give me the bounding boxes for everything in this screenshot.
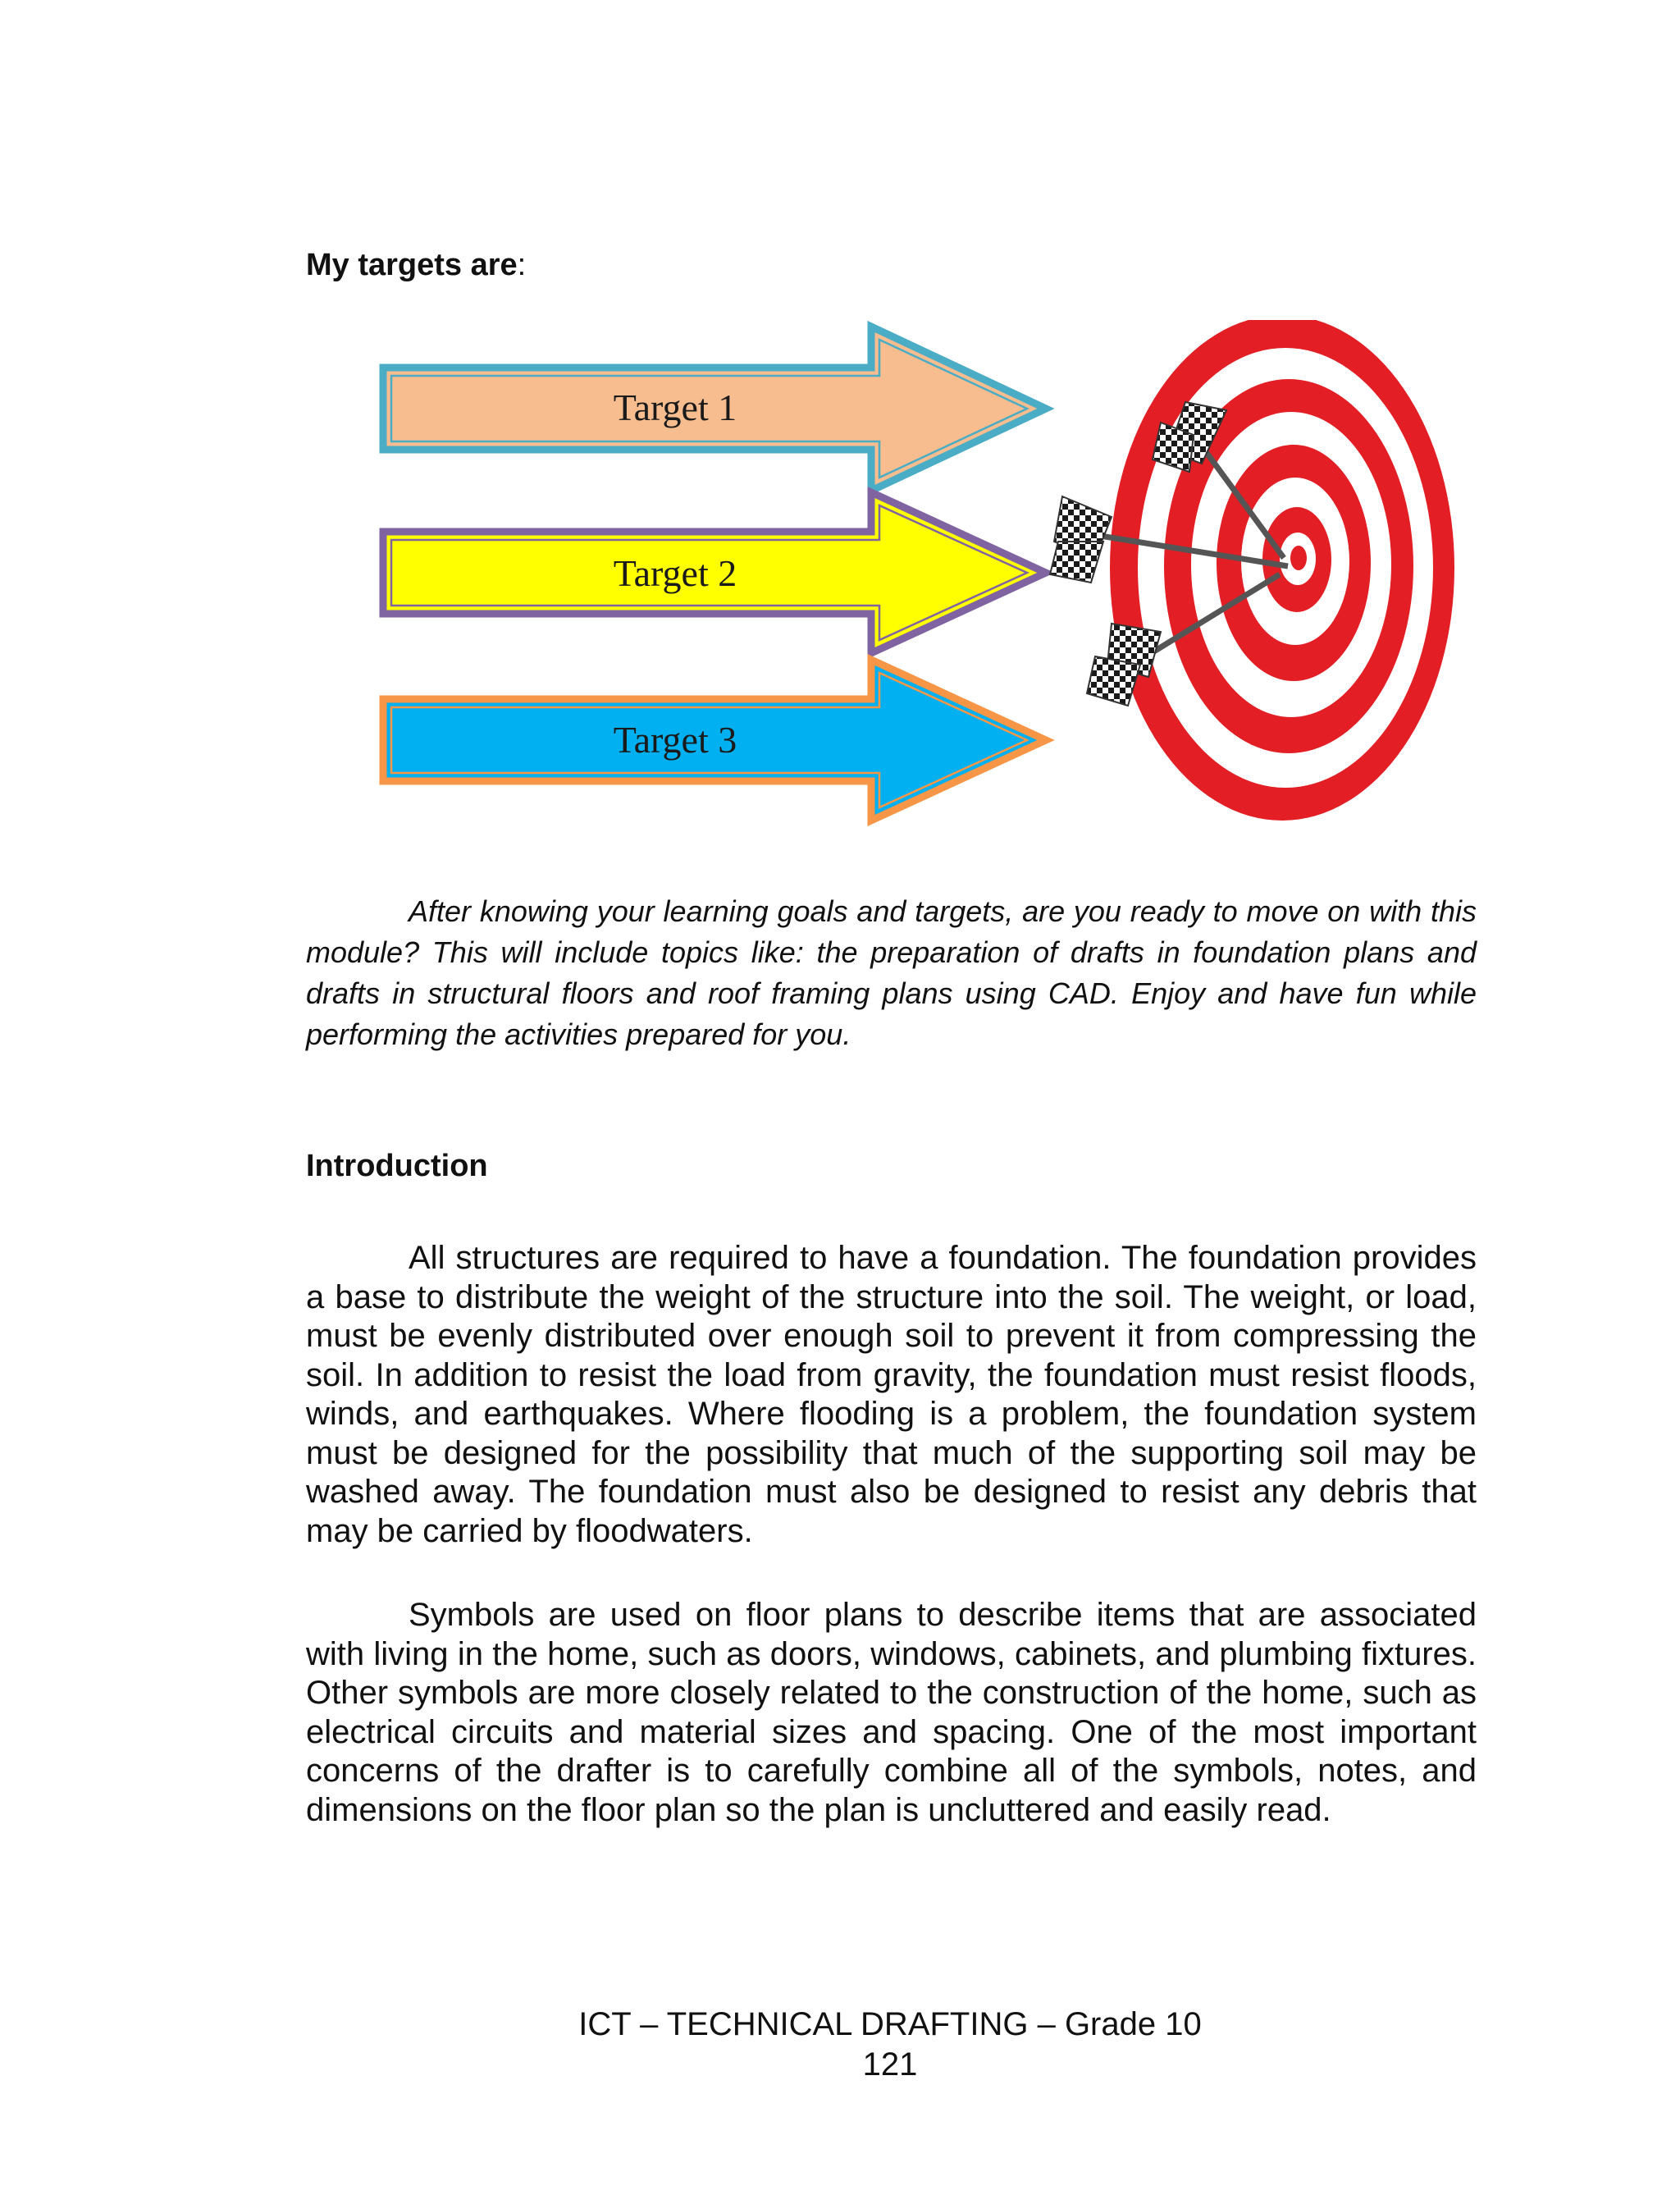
target-arrow-1 — [383, 327, 1046, 491]
targets-heading-text: My targets are — [306, 248, 518, 282]
target-2-label: Target 2 — [613, 552, 737, 594]
targets-heading — [306, 248, 526, 283]
goals-paragraph — [306, 891, 1477, 1055]
target-1-label: Target 1 — [613, 386, 737, 428]
goals-paragraph-text: After knowing your learning goals and targets, are you ready to move on with this module? This will include topics like: the preparation of drafts in foundation plans and drafts in structural floors and roof framing plans using CAD. Enjoy and have fun while performing the activities prepared for you. — [306, 894, 1477, 1051]
dartboard-icon — [1050, 320, 1454, 821]
footer-title: ICT – TECHNICAL DRAFTING – Grade 10 — [578, 2006, 1202, 2042]
introduction-paragraph — [306, 1239, 1477, 1551]
introduction-paragraph — [306, 1596, 1477, 1830]
page-number: 121 — [862, 2046, 918, 2083]
introduction-paragraph-text: All structures are required to have a foundation. The foundation provides a base to distribute the weight of the structure into the soil. The weight, or load, must be evenly distributed over enough soil to prevent it from compressing the soil. In addition to resist the load from gravity, the foundation must resist floods, winds, and earthquakes. Where flooding is a problem, the foundation system must be designed for the possibility that much of the supporting soil may be washed away. The foundation must also be designed to resist any debris that may be carried by floodwaters. — [306, 1240, 1477, 1549]
introduction-paragraph-text: Symbols are used on floor plans to describe items that are associated with living in the home, such as doors, windows, cabinets, and plumbing fixtures. Other symbols are more closely related to the construction of the home, such as electrical circuits and material sizes and spacing. One of the most important concerns of the drafter is to carefully combine all of the symbols, notes, and dimensions on the floor plan so the plan is uncluttered and easily read. — [306, 1597, 1477, 1828]
target-arrow-2 — [383, 492, 1046, 653]
target-3-label: Target 3 — [613, 719, 737, 761]
targets-heading-colon: : — [517, 248, 527, 282]
introduction-heading: Introduction — [306, 1149, 488, 1183]
targets-graphic — [373, 320, 1472, 829]
target-arrow-3 — [383, 660, 1046, 821]
